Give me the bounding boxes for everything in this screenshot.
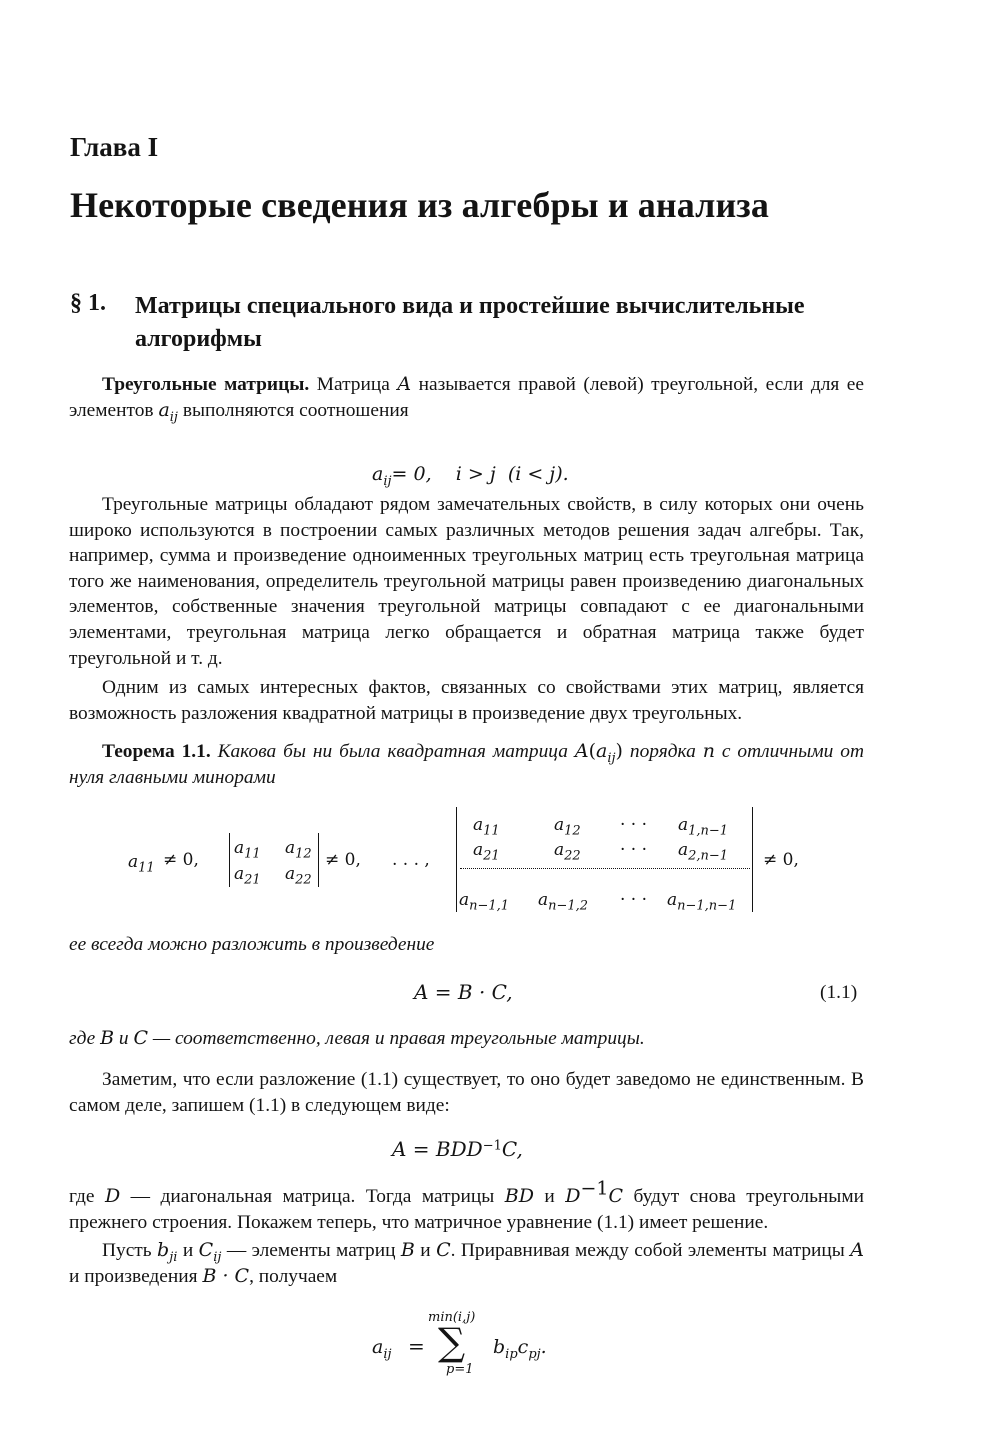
theorem-continuation: ее всегда можно разложить в произведение	[69, 934, 435, 955]
eq-triangular-rhs: = 0, i > j (i < j).	[391, 463, 569, 485]
definition-text-2: называется правой (левой) треугольной, если для ее элементов	[69, 374, 864, 421]
theorem-n: n	[702, 740, 715, 762]
definition-text-1: Матрица	[316, 374, 390, 395]
properties-text: Треугольные матрицы обладают рядом замечательных свойств, в силу которых они очень широко используются в построении самых различных методов решения задач алгебры. Так, например, сумма и произведение одноименных треугольных матриц есть треугольная матрица того же наименования, определитель треугольной матрицы равен произведению диагональных элементов, собственные значения треугольной матрицы совпадают с ее диагональными элементами, треугольная матрица легко обращается и обратная матрица также будет треугольной и т. д.	[69, 494, 864, 669]
minors-dots: . . . ,	[392, 850, 430, 870]
theorem-label: Теорема 1.1.	[102, 741, 211, 762]
diagonal-paragraph: где D — диагональная матрица. Тогда матрицы BD и $D^{-1}C$ будут снова треугольными прежнего строения. Покажем теперь, что матричное уравнение (1.1) имеет решение.	[69, 1177, 864, 1233]
principal-minors: $a_{11}$ ≠ 0, $a_{11}$ $a_{12}$ $a_{21}$ $a_{22}$ ≠ 0, . . . , $a_{11}$ $a_{12}$ · · · $a_{1,n-1}$ $a_{21}$ $a_{22}$ · · · $a_{2,n-1}$ $a_{n-1,1}$ $a_{n-1,2}$ · · · $a_{n-1,n-1}$ ≠ 0,	[0, 0, 1000, 1450]
interesting-text: Одним из самых интересных фактов, связанных со свойствами этих матриц, является возможность разложения квадратной матрицы в произведение двух треугольных.	[69, 677, 864, 724]
detn-left-bar	[456, 807, 457, 912]
detn-dotted-row	[460, 868, 750, 869]
book-page: Глава I Некоторые сведения из алгебры и анализа § 1. Матрицы специального вида и простейшие вычислительные алгорифмы Треугольные матрицы. Матрица A называется правой (левой) треугольной, если для ее элементов $a_{ij}$ выполняются соотношения $a_{ij}= 0$, i > j (i < j). Треугольные матрицы обладают рядом замечательных свойств, в силу которых они очень широко используются в построении самых различных методов решения задач алгебры. Так, например, сумма и произведение одноименных треугольных матриц есть треугольная матрица того же наименования, определитель треугольной матрицы равен произведению диагональных элементов, собственные значения треугольной матрицы совпадают с ее диагональными элементами, треугольная матрица легко обращается и обратная матрица также будет треугольной и т. д. Одним из самых интересных фактов, связанных со свойствами этих матриц, является возможность разложения квадратной матрицы в произведение двух треугольных. Теорема 1.1. Какова бы ни была квадратная матрица $A(a_{ij})$ порядка n с отличными от нуля главными минорами $a_{11}$ ≠ 0, $a_{11}$ $a_{12}$ $a_{21}$ $a_{22}$ ≠ 0, . . . , $a_{11}$ $a_{12}$ · · · $a_{1,n-1}$ $a_{21}$ $a_{22}$ · · · $a_{2,n-1}$ $a_{n-1,1}$ $a_{n-1,2}$ · · · $a_{n-1,n-1}$ ≠ 0, ее всегда можно разложить в произведение A = B · C, (1.1) где B и C — соответственно, левая и правая треугольные матрицы. Заметим, что если разложение (1.1) существует, то оно будет заведомо не единственным. В самом деле, запишем (1.1) в следующем виде: $A = BDD^{-1}C$, где D — диагональная матрица. Тогда матрицы BD и $D^{-1}C$ будут снова треугольными прежнего строения. Покажем теперь, что матричное уравнение (1.1) имеет решение. Пусть $b_{ji}$ и $C_{ij}$ — элементы матриц B и C. Приравнивая между собой элементы матрицы A и произведения B · C, получаем $a_{ij}$ = min(i,j) ∑ p=1 $b_{ip}c_{pj}$.	[0, 0, 1000, 1450]
eq-aij: $a_{ij}$	[372, 463, 392, 489]
let-paragraph: Пусть $b_{ji}$ и $C_{ij}$ — элементы матриц B и C. Приравнивая между собой элементы матрицы A и произведения B · C, получаем	[69, 1239, 864, 1287]
note-paragraph	[69, 1067, 864, 1118]
equation-number-1-1: (1.1)	[820, 982, 858, 1003]
det2-ne: ≠ 0,	[325, 850, 361, 870]
theorem-text-1: Какова бы ни была квадратная матрица	[217, 741, 568, 762]
symbol-A: A	[397, 373, 412, 395]
theorem-A-aij: A	[574, 740, 589, 762]
equation-1-1: A = B · C,	[414, 980, 513, 1004]
detn-right-bar	[752, 807, 753, 912]
note-text: Заметим, что если разложение (1.1) существует, то оно будет заведомо не единственным. В самом деле, запишем (1.1) в следующем виде:	[69, 1069, 864, 1116]
theorem-text-3: с отличными от нуля главными минорами	[69, 741, 864, 788]
det2-left-bar	[229, 833, 230, 887]
detn-ne: ≠ 0,	[763, 850, 799, 870]
minor-1-ne: ≠ 0,	[163, 850, 199, 870]
chapter-label: Глава I	[70, 132, 159, 162]
section-title: Матрицы специального вида и простейшие вычислительные алгорифмы	[135, 293, 805, 352]
minor-1-a11: $a_{11}$	[128, 852, 155, 876]
equation-bdd: $A = BDD^{-1}C$,	[392, 1137, 523, 1161]
chapter-title: Некоторые сведения из алгебры и анализа	[70, 185, 769, 225]
section-number: § 1.	[70, 290, 106, 316]
definition-text-3: выполняются соотношения	[182, 399, 409, 421]
where-b-c: где B и C — соответственно, левая и правая треугольные матрицы.	[69, 1027, 645, 1049]
det2-right-bar	[318, 833, 319, 887]
triangular-heading: Треугольные матрицы.	[102, 374, 310, 395]
symbol-aij: $a_{ij}$	[158, 398, 178, 425]
theorem: Теорема 1.1. Какова бы ни была квадратная матрица $A(a_{ij})$ порядка n с отличными от нуля главными минорами	[69, 740, 864, 788]
theorem-text-2: порядка	[629, 741, 696, 762]
